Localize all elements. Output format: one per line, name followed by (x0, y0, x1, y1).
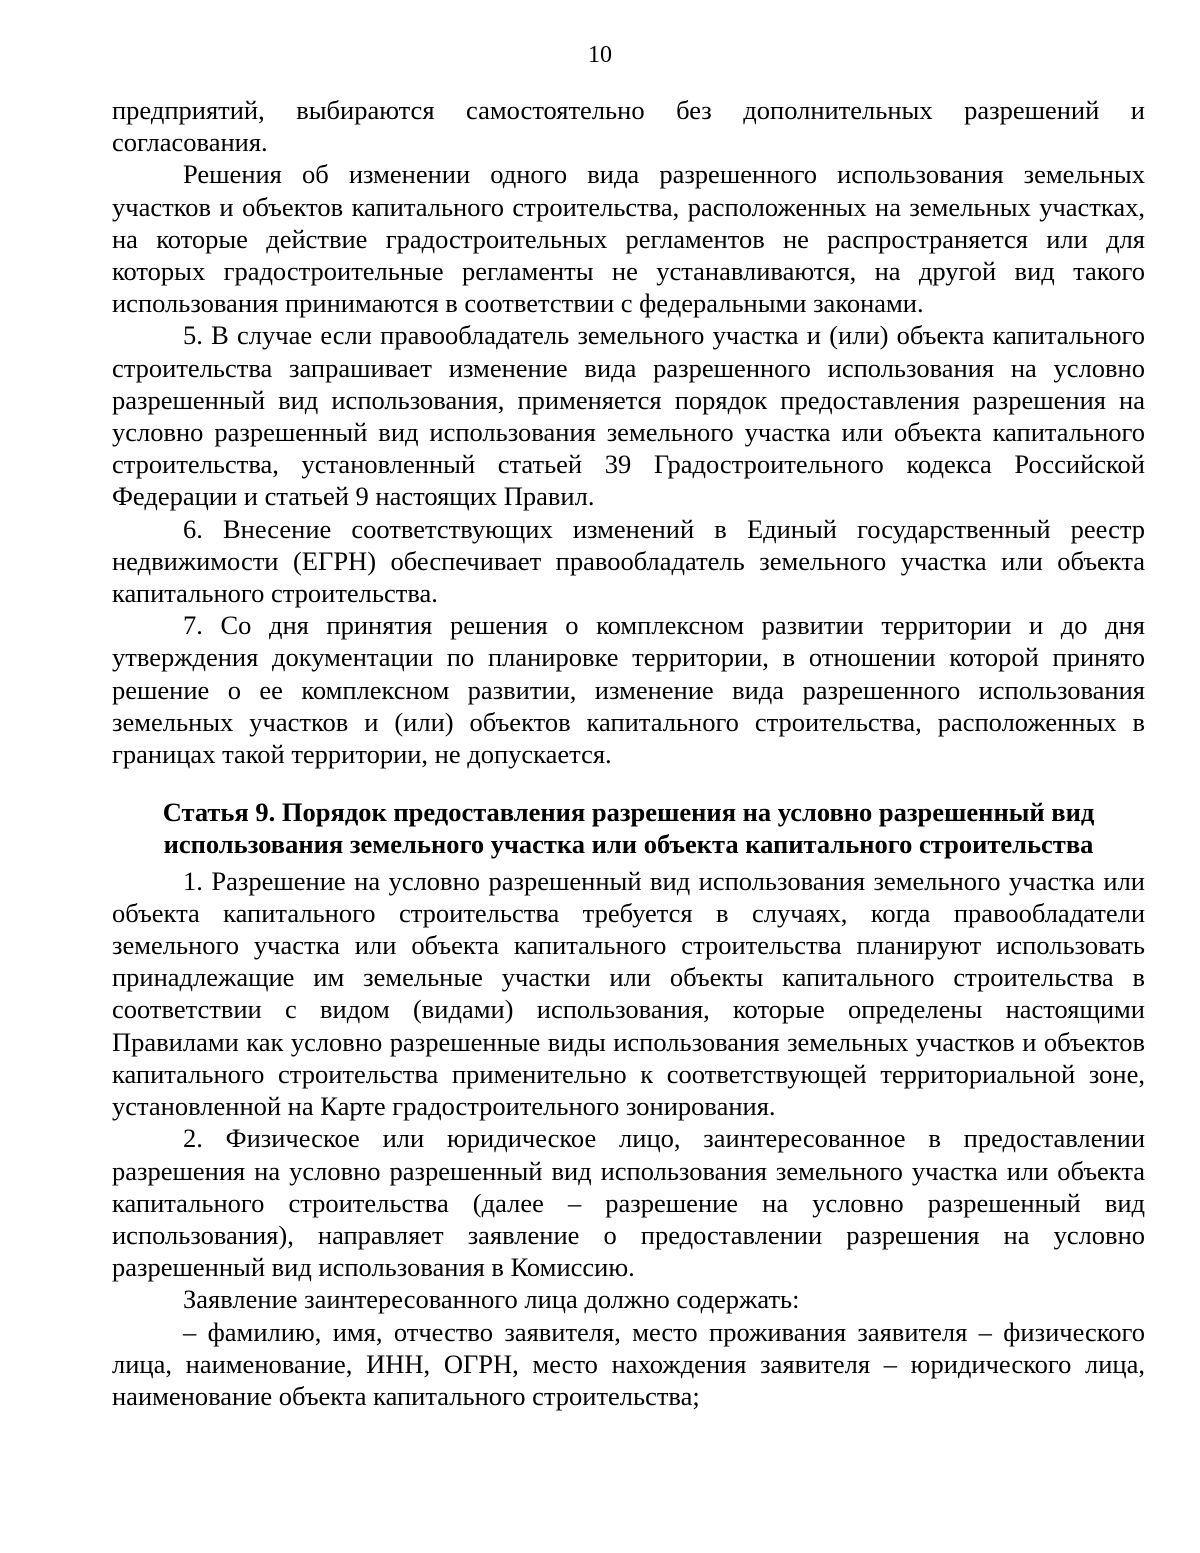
paragraph-decisions: Решения об изменении одного вида разрешенного использования земельных участков и объектов капитального строительства, расположенных на земельных участках, на которые действие градостроительных регламентов не распространяется или для которых градостроительные регламенты не устанавливаются, на другой вид такого использования принимаются в соответствии с федеральными законами. (112, 159, 1145, 319)
article-heading-line-1: Статья 9. Порядок предоставления разрешения на условно разрешенный вид (162, 797, 1095, 828)
paragraph-application-content: Заявление заинтересованного лица должно содержать: (183, 1284, 800, 1315)
paragraph-list-item-applicant: – фамилию, имя, отчество заявителя, место проживания заявителя – физического лица, наименование, ИНН, ОГРН, место нахождения заявителя – юридического лица, наименование объекта капитального строительства; (112, 1316, 1145, 1411)
paragraph-continuation: предприятий, выбираются самостоятельно без дополнительных разрешений и согласования. (112, 95, 1145, 158)
page-number: 10 (588, 42, 612, 68)
paragraph-article-item-1: 1. Разрешение на условно разрешенный вид использования земельного участка или объекта капитального строительства требуется в случаях, когда правообладатели земельного участка или объекта капитального строительства планируют использовать принадлежащие им земельные участки или объекты капитального строительства в соответствии с видом (видами) использования, которые определены настоящими Правилами как условно разрешенные виды использования земельных участков и объектов капитального строительства применительно к соответствующей территориальной зоне, установленной на Карте градостроительного зонирования. (112, 865, 1145, 1122)
document-body (112, 94, 1145, 1412)
paragraph-item-5: 5. В случае если правообладатель земельного участка и (или) объекта капитального строительства запрашивает изменение вида разрешенного использования на условно разрешенный вид использования, применяется порядок предоставления разрешения на условно разрешенный вид использования земельного участка или объекта капитального строительства, установленный статьей 39 Градостроительного кодекса Российской Федерации и статьей 9 настоящих Правил. (112, 320, 1145, 512)
article-heading-line-2: использования земельного участка или объекта капитального строительства (163, 829, 1094, 860)
paragraph-item-7: 7. Со дня принятия решения о комплексном развитии территории и до дня утверждения документации по планировке территории, в отношении которой принято решение о ее комплексном развитии, изменение вида разрешенного использования земельных участков и (или) объектов капитального строительства, расположенных в границах такой территории, не допускается. (112, 610, 1145, 770)
article-heading (112, 796, 1145, 860)
paragraph-item-6: 6. Внесение соответствующих изменений в Единый государственный реестр недвижимости (ЕГРН) обеспечивает правообладатель земельного участка или объекта капитального строительства. (112, 513, 1145, 609)
paragraph-article-item-2: 2. Физическое или юридическое лицо, заинтересованное в предоставлении разрешения на условно разрешенный вид использования земельного участка или объекта капитального строительства (далее – разрешение на условно разрешенный вид использования), направляет заявление о предоставлении разрешения на условно разрешенный вид использования в Комиссию. (112, 1123, 1145, 1283)
